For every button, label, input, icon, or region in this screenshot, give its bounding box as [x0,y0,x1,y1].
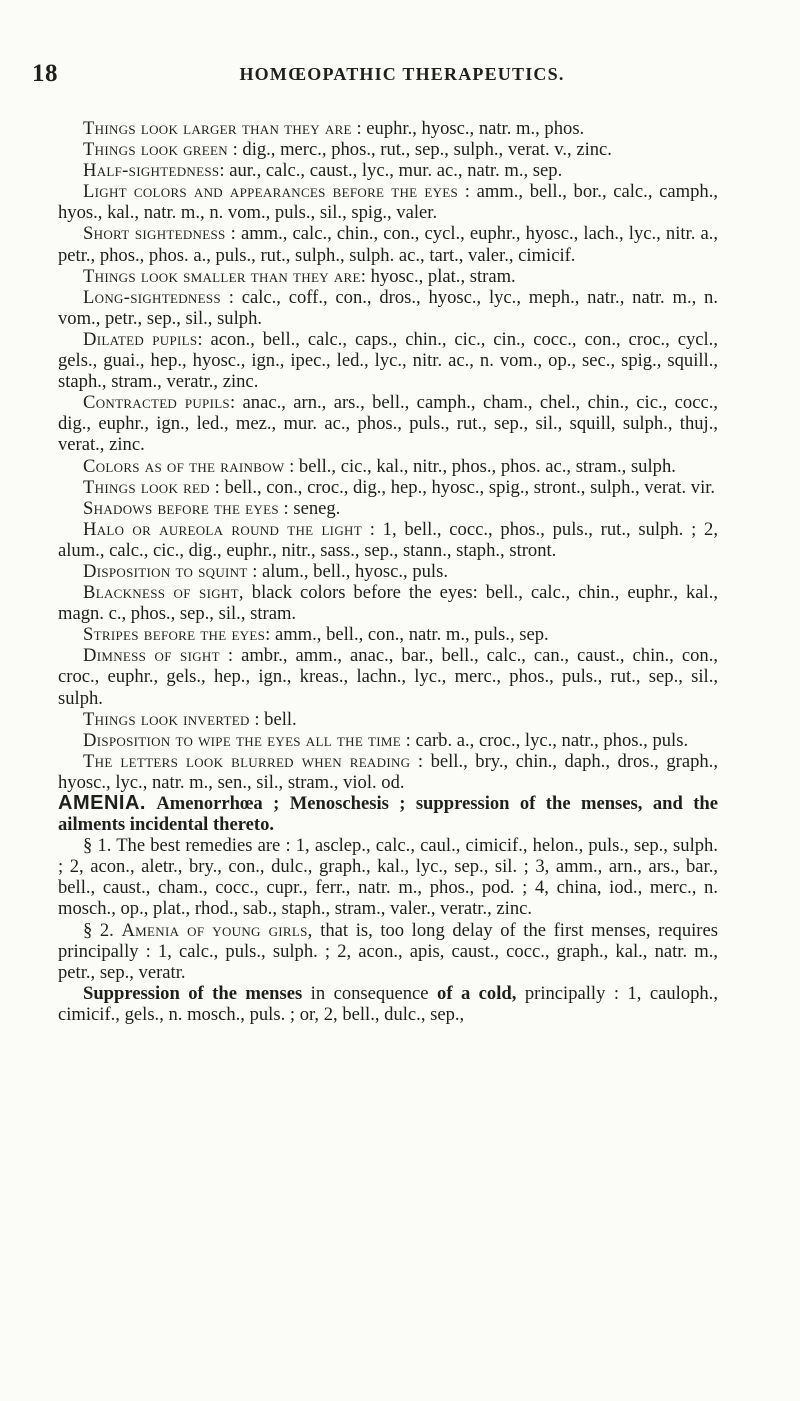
symptom-term: Things look larger than they are [83,118,352,139]
page-number: 18 [32,60,58,87]
symptom-entry [58,223,718,265]
symptom-term: Half-sightedness [83,160,220,182]
symptom-separator: : [401,729,416,751]
symptom-separator: : [229,392,243,414]
symptom-entry [58,498,718,519]
symptom-entry [58,730,718,751]
symptom-separator: : [284,455,299,477]
symptom-remedies: acon., bell., calc., caps., chin., cic., cin., cocc., con., croc., cycl., gels., guai., hep., hyosc., ign., ipec., led., lyc., nitr. ac., n. vom., op., sec., spig., squill., staph., stram., veratr., zinc. [58,328,718,393]
symptom-entry [58,624,718,645]
symptom-separator: : [351,118,367,139]
suppression-cause: of a cold, [437,982,517,1004]
symptom-term: Shadows before the eyes [83,497,279,519]
section-2-term: Amenia of young girls, [121,919,313,941]
suppression-remedies: principally : 1, cauloph., cimicif., gels., n. mosch., puls. ; or, 2, bell., dulc., sep., [58,982,718,1025]
symptom-remedies: amm., calc., chin., con., cycl., euphr., hyosc., lach., lyc., nitr. a., petr., phos., phos. a., puls., rut., sulph., sulph. ac., tart., valer., cimicif. [58,223,719,266]
symptom-entry [58,582,718,624]
suppression-entry [58,983,718,1025]
symptom-separator: : [219,160,230,182]
symptom-remedies: dig., merc., phos., rut., sep., sulph., verat. v., zinc. [242,139,612,161]
symptom-separator: : [278,497,294,519]
symptom-term: Halo or aureola round the light [83,518,362,540]
symptom-entry [58,139,718,160]
symptom-entry [58,181,718,223]
symptom-term: Contracted pupils [83,392,230,414]
symptom-list [58,118,718,793]
symptom-separator: : [219,645,242,667]
symptom-term: Dilated pupils [83,328,198,350]
symptom-separator: : [410,750,431,772]
section-2 [58,920,718,983]
symptom-separator: : [265,624,275,646]
amenia-subtitle-rest: and the ailments incidental thereto. [58,793,718,836]
symptom-separator: : [249,708,265,730]
symptom-term: Things look inverted [83,708,250,730]
symptom-separator: : [197,328,211,350]
section-1-text: § 1. The best remedies are : 1, asclep., calc., caul., cimicif., helon., puls., sep., sulph. ; 2, acon., aletr., bry., con., dulc., graph., kal., lyc., sep., sil. ; 3, amm., arn., ars., bar., bell., caust., cham., cocc., cupr., ferr., natr. m., phos., pod. ; 4, china, iod., merc., n. mosch., op., plat., rhod., sab., staph., stram., valer., veratr., zinc. [58,835,718,920]
symptom-entry [58,709,718,730]
page-body [58,118,718,1025]
symptom-term: Things look smaller than they are [83,265,361,287]
page-header [32,60,732,90]
symptom-term: Dimness of sight [83,645,220,667]
symptom-remedies: hyosc., plat., stram. [370,265,516,287]
symptom-term: Blackness of sight, [83,582,244,604]
symptom-entry [58,392,718,455]
symptom-remedies: amm., bell., con., natr. m., puls., sep. [274,624,549,646]
section-2-prefix: § 2. [83,919,114,941]
symptom-term: Stripes before the eyes [83,624,266,646]
symptom-entry [58,329,718,392]
symptom-separator: : [458,181,477,203]
section-1 [58,835,718,919]
symptom-term: Things look green [83,139,228,161]
suppression-middle: in consequence [310,982,429,1004]
suppression-lead: Suppression of the menses [83,982,303,1004]
symptom-remedies: bell., cic., kal., nitr., phos., phos. ac., stram., sulph. [298,455,676,477]
symptom-entry [58,118,718,139]
symptom-separator: : [247,560,263,582]
symptom-remedies: calc., coff., con., dros., hyosc., lyc., meph., natr., natr. m., n. vom., petr., sep., sil., sulph. [58,286,718,329]
symptom-separator: : [220,286,242,308]
symptom-remedies: carb. a., croc., lyc., natr., phos., puls. [415,729,689,751]
symptom-remedies: alum., bell., hyosc., puls. [262,560,448,582]
symptom-remedies: anac., arn., ars., bell., camph., cham., chel., chin., cic., cocc., dig., euphr., ign., led., mez., mur. ac., phos., puls., rut., sep., sil., squill, sulph., thuj., verat., zinc. [58,392,718,456]
symptom-entry [58,519,718,561]
symptom-entry [58,751,718,793]
symptom-term: Things look red [83,476,210,498]
symptom-entry [58,160,718,181]
symptom-separator: : [227,139,243,161]
amenia-subtitle: Amenorrhœa ; Menoschesis ; suppression of the menses, [156,793,643,814]
section-2-text: that is, too long delay of the first menses, requires principally : 1, calc., puls., sulph. ; 2, acon., apis, caust., cocc., graph., kal., natr. m., petr., sep., veratr. [58,919,718,983]
symptom-remedies: ambr., amm., anac., bar., bell., calc., can., caust., chin., con., croc., euphr., gels., hep., ign., kreas., lachn., lyc., merc., phos., puls., rut., sep., sil., sulph. [58,645,718,709]
running-title: HOMŒOPATHIC THERAPEUTICS. [239,64,565,84]
symptom-remedies: black colors before the eyes: bell., calc., chin., euphr., kal., magn. c., phos., sep., sil., stram. [58,582,718,625]
symptom-remedies: euphr., hyosc., natr. m., phos. [366,118,585,139]
symptom-term: Light colors and appearances before the eyes [83,181,459,203]
symptom-separator: : [360,265,371,287]
symptom-entry [58,645,718,708]
symptom-entry [58,266,718,287]
symptom-term: Colors as of the rainbow [83,455,285,477]
symptom-remedies: bell., bry., chin., daph., dros., graph., hyosc., lyc., natr. m., sen., sil., stram., viol. od. [58,750,718,793]
symptom-remedies: bell., con., croc., dig., hep., hyosc., spig., stront., sulph., verat. vir. [224,476,716,498]
symptom-term: Disposition to wipe the eyes all the time [83,729,401,751]
amenia-heading: AMENIA. [58,792,146,814]
symptom-remedies: seneg. [293,497,341,519]
symptom-term: The letters look blurred when reading [83,750,411,772]
symptom-entry [58,456,718,477]
symptom-remedies: aur., calc., caust., lyc., mur. ac., natr. m., sep. [229,160,563,182]
symptom-entry [58,287,718,329]
symptom-term: Long-sightedness [83,286,221,308]
symptom-remedies: 1, bell., cocc., phos., puls., rut., sulph. ; 2, alum., calc., cic., dig., euphr., nitr., sass., sep., stann., staph., stront. [58,518,718,561]
symptom-remedies: amm., bell., bor., calc., camph., hyos., kal., natr. m., n. vom., puls., sil., spig., valer. [58,181,718,224]
symptom-separator: : [361,518,383,540]
symptom-term: Short sightedness [83,223,226,245]
symptom-separator [244,582,252,603]
symptom-entry [58,561,718,582]
symptom-term: Disposition to squint [83,560,248,582]
symptom-entry [58,477,718,498]
amenia-entry [58,793,718,835]
symptom-separator: : [225,223,241,245]
symptom-remedies: bell. [264,708,297,730]
symptom-separator: : [209,476,225,498]
